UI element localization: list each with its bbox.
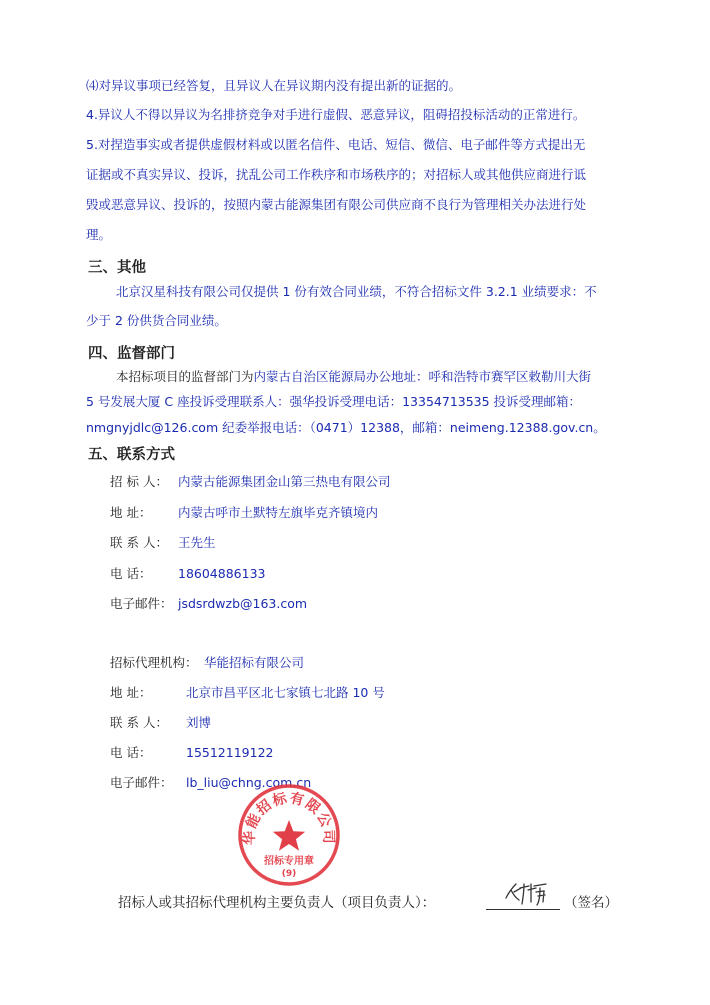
- objection-item5-line3: 毁或恶意异议、投诉的，按照内蒙古能源集团有限公司供应商不良行为管理相关办法进行处: [86, 197, 587, 212]
- section4-line1-main: 内蒙古自治区能源局办公地址：呼和浩特市赛罕区敕勒川大街: [253, 369, 592, 384]
- tenderer-name-label: 招 标 人：: [110, 474, 168, 489]
- tenderer-phone: 18604886133: [178, 566, 266, 581]
- section3-heading: 三、其他: [88, 260, 146, 276]
- section4-line1: [116, 368, 591, 386]
- agency-email[interactable]: lb_liu@chng.com.cn: [186, 775, 312, 790]
- handwritten-signature: [502, 878, 548, 908]
- section4-line1-prefix: 本招标项目的监督部门为: [116, 369, 254, 384]
- objection-item5-line1: 5.对捏造事实或者提供虚假材料或以匿名信件、电话、短信、微信、电子邮件等方式提出无: [86, 137, 586, 152]
- objection-item4-sub: ⑷对异议事项已经答复，且异议人在异议期内没有提出新的证据的。: [86, 78, 462, 93]
- agency-contact-label: 联 系 人：: [110, 715, 168, 730]
- tenderer-phone-label: 电 话：: [110, 566, 152, 581]
- seal-number: (9): [281, 869, 297, 879]
- signature-label: 招标人或其招标代理机构主要负责人（项目负责人）：: [118, 895, 436, 911]
- signature-line: [486, 909, 560, 910]
- agency-name: 华能招标有限公司: [204, 655, 305, 670]
- agency-phone-label: 电 话：: [110, 745, 152, 760]
- seal-top-text: 华能招标有限公司: [241, 790, 337, 846]
- section4-heading: 四、监督部门: [88, 346, 175, 362]
- agency-email-label: 电子邮件：: [110, 775, 173, 790]
- agency-contact: 刘博: [186, 715, 212, 730]
- agency-phone: 15512119122: [186, 745, 274, 760]
- objection-item4: 4.异议人不得以异议为名排挤竞争对手进行虚假、恶意异议，阻碍招投标活动的正常进行。: [86, 107, 586, 122]
- tenderer-email[interactable]: jsdsrdwzb@163.com: [178, 596, 308, 611]
- agency-name-label: 招标代理机构：: [110, 655, 198, 670]
- section3-line2: 少于 2 份供货合同业绩。: [86, 313, 227, 328]
- section4-line3: nmgnyjdlc@126.com 纪委举报电话：（0471）12388，邮箱：neimeng.12388.gov.cn。: [86, 420, 606, 435]
- seal-bottom-text: 招标专用章: [264, 856, 314, 867]
- tenderer-address: 内蒙古呼市土默特左旗毕克齐镇境内: [178, 505, 379, 520]
- company-seal-stamp: [236, 782, 342, 888]
- tenderer-contact: 王先生: [178, 535, 216, 550]
- tenderer-email-label: 电子邮件：: [110, 596, 173, 611]
- tenderer-address-label: 地 址：: [110, 505, 152, 520]
- objection-item5-line2: 证据或不真实异议、投诉，扰乱公司工作秩序和市场秩序的；对招标人或其他供应商进行诋: [86, 167, 587, 182]
- star-icon: [273, 820, 305, 851]
- signature-suffix: （签名）: [564, 895, 618, 911]
- section4-line2: 5 号发展大厦 C 座投诉受理联系人：强华投诉受理电话：13354713535 投诉受理邮箱：: [86, 394, 582, 409]
- tenderer-contact-label: 联 系 人：: [110, 535, 168, 550]
- section5-heading: 五、联系方式: [88, 447, 175, 463]
- objection-item5-line4: 理。: [86, 227, 112, 242]
- section3-line1: 北京汉星科技有限公司仅提供 1 份有效合同业绩，不符合招标文件 3.2.1 业绩要求：不: [116, 284, 597, 299]
- agency-address: 北京市昌平区北七家镇七北路 10 号: [186, 685, 385, 700]
- agency-address-label: 地 址：: [110, 685, 152, 700]
- tenderer-name: 内蒙古能源集团金山第三热电有限公司: [178, 474, 391, 489]
